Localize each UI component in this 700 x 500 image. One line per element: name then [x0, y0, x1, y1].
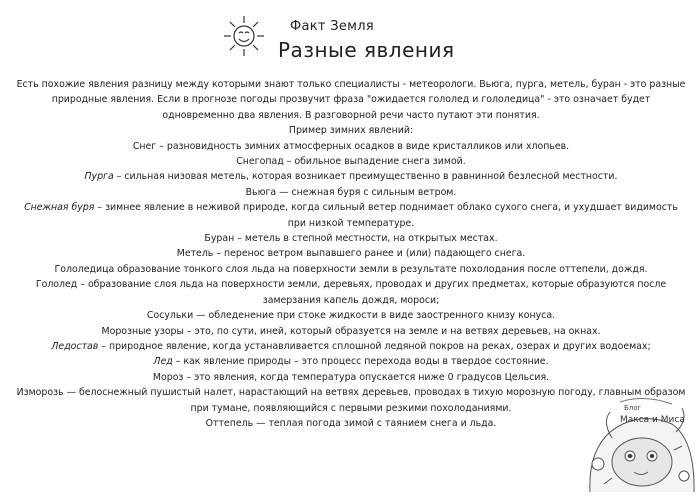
definition-term: Снег [132, 140, 157, 152]
definition-text: – образование слоя льда на поверхности земли, деревьях, проводах и других предметах, которые образуются после замерзания капель дождя, мороси; [77, 279, 667, 306]
definition-purga [16, 169, 686, 184]
definition-text: – сильная низовая метель, которая возникает преимущественно в равнинной безлесной местности. [113, 171, 618, 183]
definition-text: – как явление природы – это процесс перехода воды в твердое состояние. [172, 356, 549, 368]
header [0, 0, 700, 70]
definition-term: Ледостав [51, 340, 99, 352]
definition-led [16, 354, 686, 369]
logo-line-2: Макса и Миса [620, 415, 685, 425]
definition-text: — снежная буря с сильным ветром. [276, 186, 457, 198]
definition-term: Буран [204, 233, 235, 245]
definition-term: Вьюга [245, 186, 277, 198]
definition-sosulki [16, 308, 686, 323]
definition-metel [16, 246, 686, 261]
definition-text: – это явления, когда температура опускается ниже 0 градусов Цельсия. [183, 371, 550, 383]
logo-line-1: Блог [624, 404, 642, 412]
definition-snezhnaya-burya [16, 200, 686, 231]
definition-buran [16, 231, 686, 246]
definition-moroznye-uzory [16, 324, 686, 339]
definition-term: Гололедица [54, 263, 115, 275]
article-body [16, 77, 686, 431]
definition-term: Оттепель [205, 417, 254, 429]
definition-snegopad [16, 154, 686, 169]
definition-gololed [16, 277, 686, 308]
definition-text: — белоснежный пушистый налет, нарастающий на ветвях деревьев, проводах в тихую морозную погоду, главным образом при тумане, появляющийся с первыми резкими похолоданиями. [63, 387, 686, 414]
definition-text: – природное явление, когда устанавливается сплошной ледяной покров на реках, озерах и других водоемах; [98, 340, 651, 352]
definition-text: – обильное выпадение снега зимой. [283, 156, 466, 168]
definition-text: – метель в степной местности, на открытых местах. [234, 233, 498, 245]
sun-icon [222, 14, 266, 58]
definition-term: Сосульки [146, 310, 194, 322]
definition-text: образование тонкого слоя льда на поверхности земли в результате похолодания после оттепели, дождя. [114, 263, 648, 275]
definition-moroz [16, 370, 686, 385]
header-kicker: Факт Земля [290, 19, 374, 34]
definition-gololeditsa [16, 262, 686, 277]
definition-term: Снегопад [236, 156, 284, 168]
definition-sneg [16, 139, 686, 154]
blog-logo [580, 392, 698, 496]
definition-term: Пурга [84, 171, 114, 183]
examples-heading: Пример зимних явлений: [288, 125, 414, 137]
definition-text: — теплая погода зимой с таянием снега и льда. [253, 417, 497, 429]
definition-vyuga [16, 185, 686, 200]
definition-term: Изморозь [16, 387, 64, 399]
definition-text: – это, по сути, иней, который образуется на земле и на ветвях деревьев, на окнах. [183, 325, 601, 337]
definition-term: Метель [176, 248, 214, 260]
definition-term: Снежная буря [24, 202, 95, 214]
definition-term: Мороз [152, 371, 184, 383]
definition-text: – разновидность зимних атмосферных осадков в виде кристалликов или хлопьев. [156, 140, 570, 152]
definition-text: — обледенение при стоке жидкости в виде заостренного книзу конуса. [193, 310, 556, 322]
definition-term: Морозные узоры [101, 325, 184, 337]
definition-text: – перенос ветром выпавшего ранее и (или) падающего снега. [213, 248, 526, 260]
page-title: Разные явления [278, 38, 455, 62]
intro-paragraph: Есть похожие явления разницу между которыми знают только специалисты - метеорологи. Вьюга, пурга, метель, буран - это разные природные явления. Если в прогнозе погоды прозвучит фраза "ожидается гололед и гололедица" - это означает будет одновременно два явления. В разговорной речи часто путают эти понятия. [16, 79, 686, 121]
definition-text: – зимнее явление в неживой природе, когда сильный ветер поднимает облако сухого снега, и ухудшает видимость при низкой температуре. [94, 202, 678, 229]
definition-term: Лед [153, 356, 173, 368]
definition-ledostav [16, 339, 686, 354]
definition-term: Гололед [35, 279, 78, 291]
